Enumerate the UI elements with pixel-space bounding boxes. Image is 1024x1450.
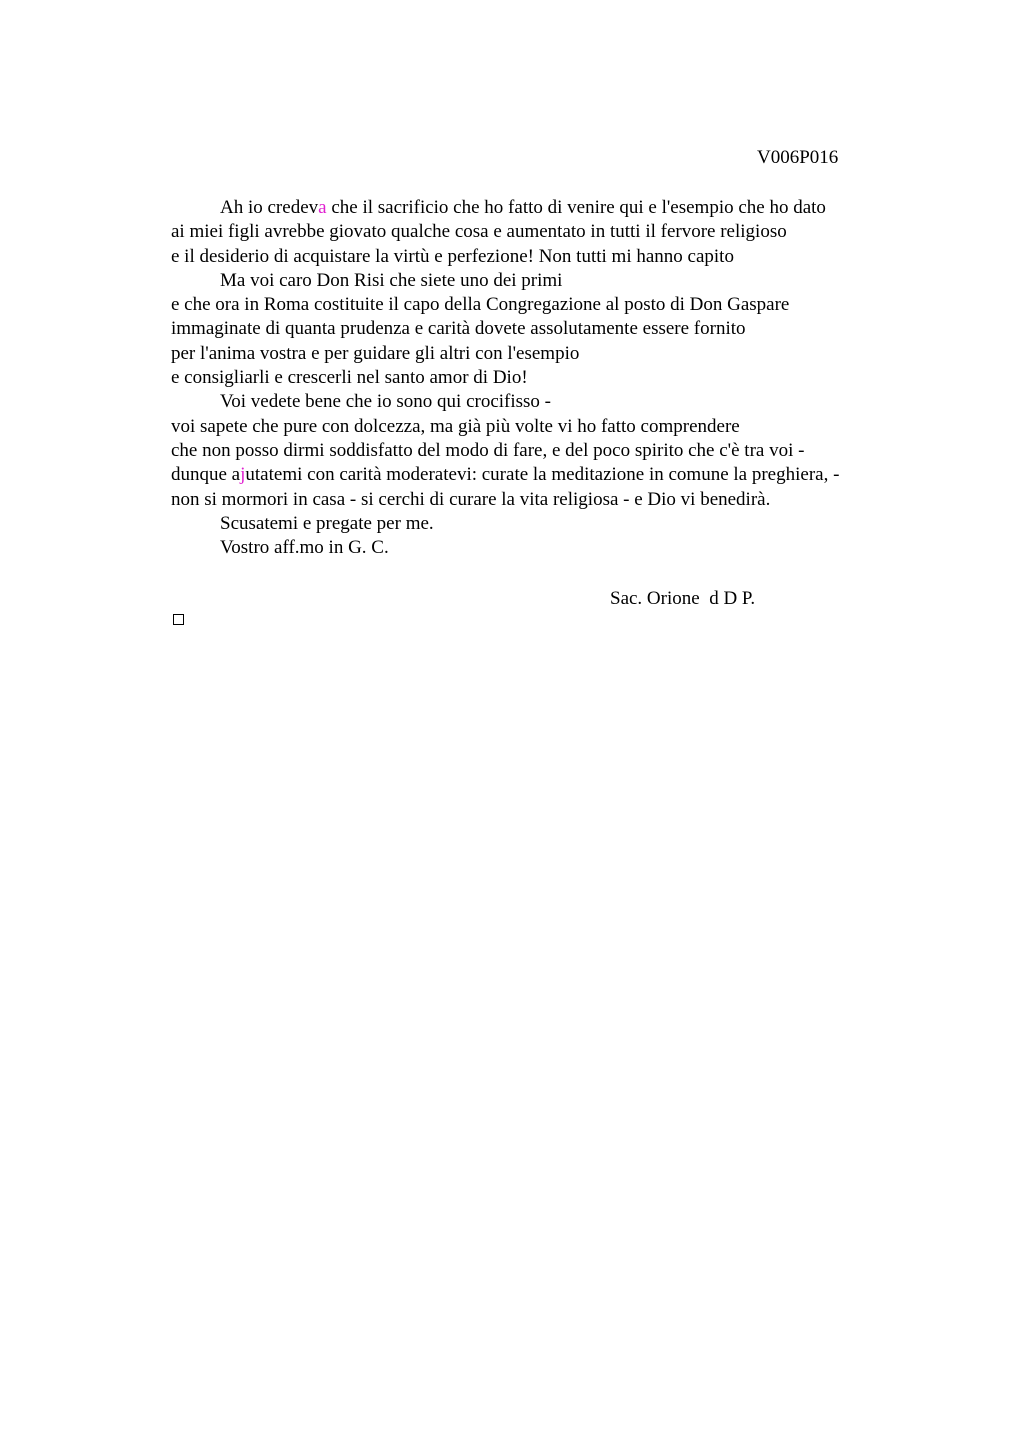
letter-line <box>171 463 911 487</box>
letter-line: per l'anima vostra e per guidare gli altri con l'esempio <box>171 342 580 364</box>
text-segment: Ah io credev <box>220 197 319 218</box>
page-reference: V006P016 <box>757 147 839 168</box>
text-segment: che il sacrificio che ho fatto di venire qui e l'esempio che ho dato <box>326 197 826 218</box>
letter-line: voi sapete che pure con dolcezza, ma già più volte vi ho fatto comprendere <box>171 415 740 437</box>
highlighted-char: a <box>318 197 327 218</box>
letter-line: non si mormori in casa - si cerchi di curare la vita religiosa - e Dio vi benedirà. <box>171 488 771 510</box>
letter-line: ai miei figli avrebbe giovato qualche cosa e aumentato in tutti il fervore religioso <box>171 221 787 243</box>
closing-line: Scusatemi e pregate per me. <box>220 512 434 534</box>
letter-line <box>171 196 911 220</box>
letter-line: che non posso dirmi soddisfatto del modo di fare, e del poco spirito che c'è tra voi - <box>171 439 805 461</box>
end-of-document-box-icon <box>173 614 184 625</box>
highlighted-char: j <box>240 464 246 486</box>
signature: Sac. Orione d D P. <box>610 588 756 609</box>
letter-line: Voi vedete bene che io sono qui crocifisso - <box>220 391 552 413</box>
letter-line: e che ora in Roma costituite il capo della Congregazione al posto di Don Gaspare <box>171 294 790 316</box>
text-segment: dunque a <box>171 464 241 486</box>
letter-line: e il desiderio di acquistare la virtù e perfezione! Non tutti mi hanno capito <box>171 245 734 267</box>
closing-line: Vostro aff.mo in G. C. <box>220 537 389 559</box>
letter-line: Ma voi caro Don Risi che siete uno dei primi <box>220 269 563 291</box>
text-segment: utatemi con carità moderatevi: curate la meditazione in comune la preghiera, - <box>245 464 840 486</box>
letter-line: e consigliarli e crescerli nel santo amor di Dio! <box>171 367 528 389</box>
letter-body <box>171 196 911 560</box>
letter-line: immaginate di quanta prudenza e carità dovete assolutamente essere fornito <box>171 318 746 340</box>
